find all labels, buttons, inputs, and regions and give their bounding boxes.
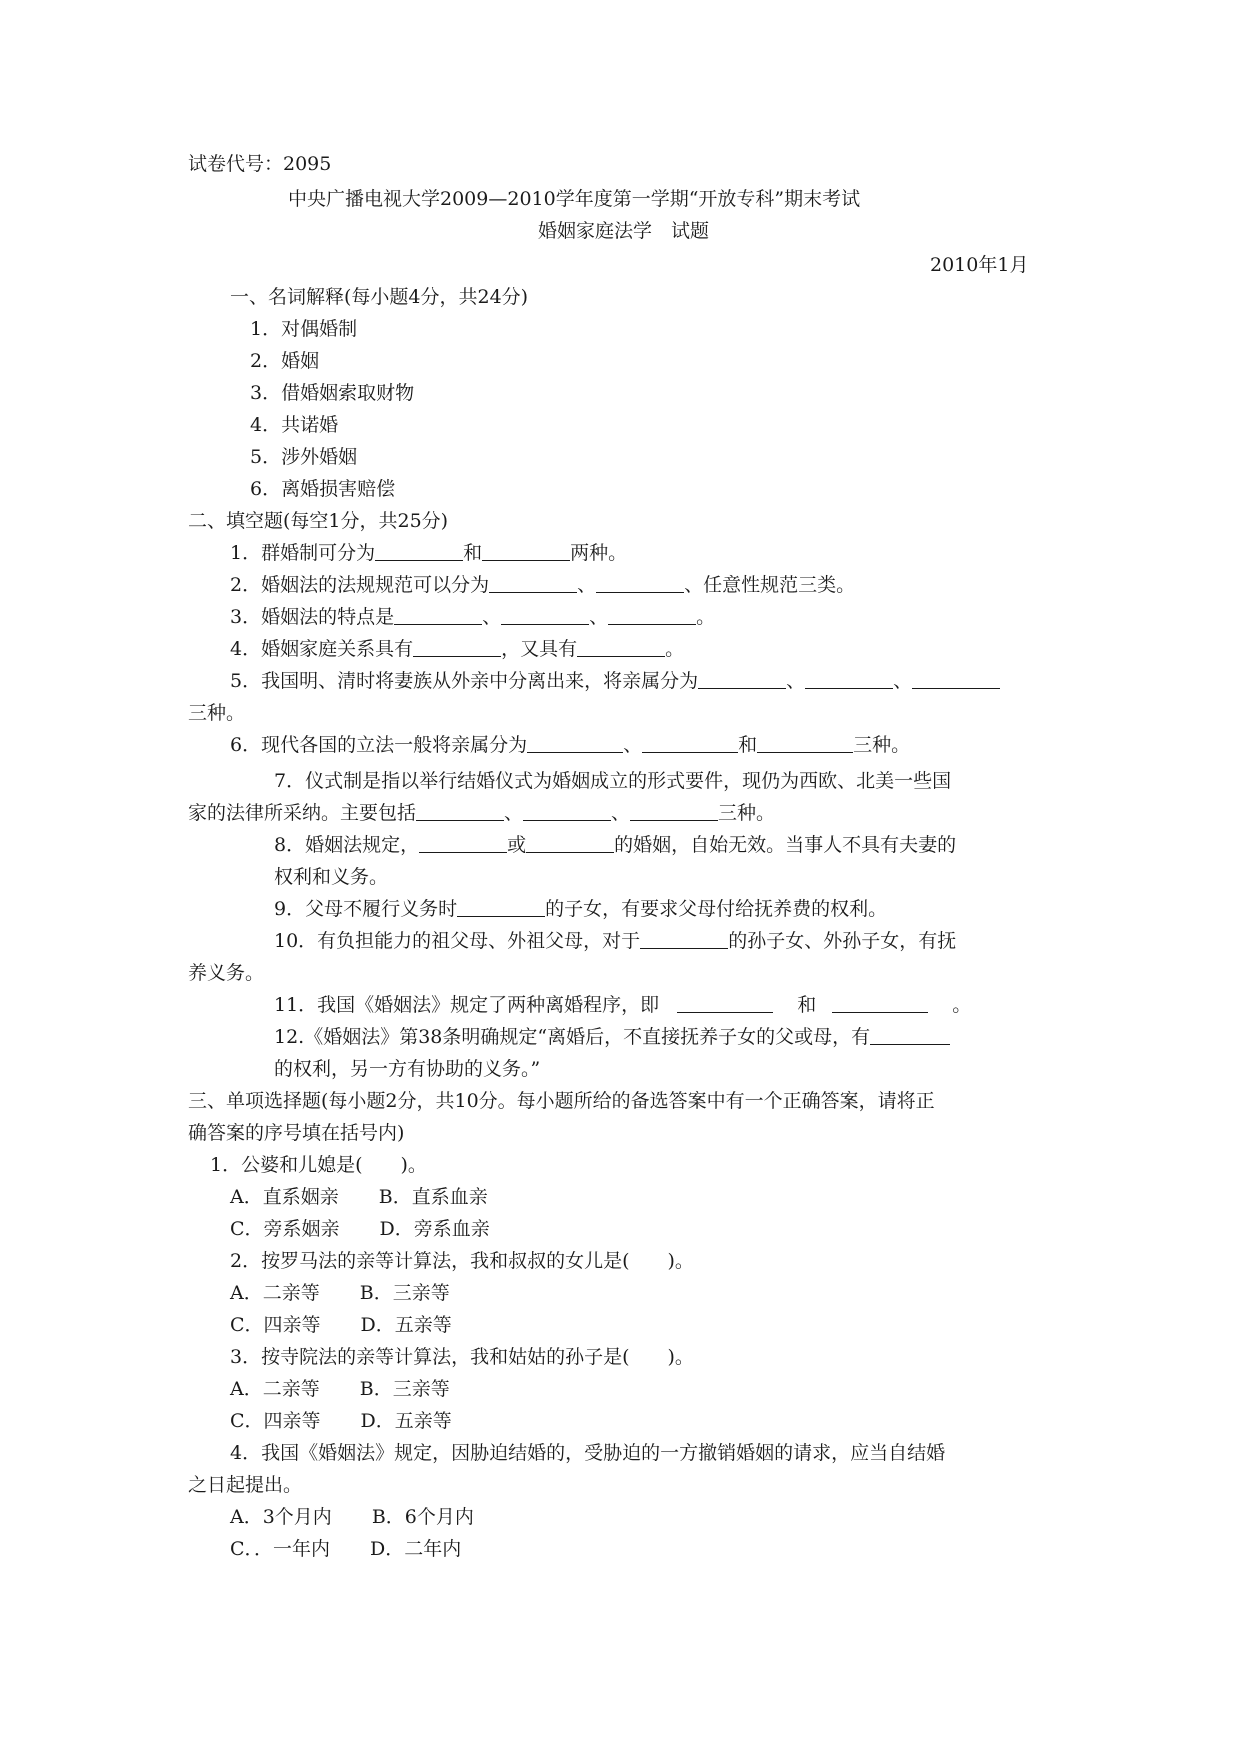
term-item: 5．涉外婚姻 (250, 446, 358, 468)
fill-question-continued: 家的法律所采纳。主要包括 、 、 三种。 (188, 802, 776, 824)
answer-blank[interactable] (608, 604, 696, 625)
answer-blank[interactable] (757, 732, 853, 753)
paper-code: 试卷代号：2095 (188, 153, 332, 175)
exam-date: 2010年1月 (930, 254, 1029, 276)
answer-blank[interactable] (416, 800, 504, 821)
fill-question: 10．有负担能力的祖父母、外祖父母，对于 的孙子女、外孙子女，有抚 (274, 930, 957, 952)
choice-question-continued: 之日起提出。 (188, 1474, 303, 1496)
choice-options: A．直系姻亲 B．直系血亲 (230, 1186, 488, 1208)
term-item: 1．对偶婚制 (250, 318, 358, 340)
fill-question: 6．现代各国的立法一般将亲属分为 、 和 三种。 (230, 734, 911, 756)
choice-options: C．旁系姻亲 D．旁系血亲 (230, 1218, 490, 1240)
choice-question: 3．按寺院法的亲等计算法，我和姑姑的孙子是( )。 (230, 1346, 694, 1368)
answer-blank[interactable] (375, 540, 463, 561)
section-2-heading: 二、填空题(每空1分，共25分) (188, 510, 449, 532)
fill-question: 11．我国《婚姻法》规定了两种离婚程序，即 和 。 (274, 994, 972, 1016)
fill-question: 8．婚姻法规定， 或 的婚姻，自始无效。当事人不具有夫妻的 (274, 834, 957, 856)
answer-blank[interactable] (698, 668, 786, 689)
choice-question: 1．公婆和儿媳是( )。 (210, 1154, 427, 1176)
choice-options: A．二亲等 B．三亲等 (230, 1378, 450, 1400)
choice-options: C．．一年内 D．二年内 (230, 1538, 462, 1560)
section-3-heading: 三、单项选择题(每小题2分，共10分。每小题所给的备选答案中有一个正确答案，请将正 (188, 1090, 935, 1112)
term-item: 4．共诺婚 (250, 414, 339, 436)
answer-blank[interactable] (526, 832, 614, 853)
exam-title: 中央广播电视大学2009—2010学年度第一学期“开放专科”期末考试 (288, 188, 861, 210)
fill-question-continued: 三种。 (188, 702, 246, 724)
fill-question-continued: 养义务。 (188, 962, 265, 984)
fill-question: 4．婚姻家庭关系具有 ，又具有 。 (230, 638, 685, 660)
answer-blank[interactable] (523, 800, 611, 821)
fill-question-continued: 的权利，另一方有协助的义务。” (274, 1058, 541, 1080)
fill-question: 12.《婚姻法》第38条明确规定“离婚后，不直接抚养子女的父或母，有 (274, 1022, 950, 1052)
answer-blank[interactable] (527, 732, 623, 753)
answer-blank[interactable] (482, 540, 570, 561)
answer-blank[interactable] (640, 928, 728, 949)
term-item: 3．借婚姻索取财物 (250, 382, 415, 404)
choice-question: 2．按罗马法的亲等计算法，我和叔叔的女儿是( )。 (230, 1250, 694, 1272)
answer-blank[interactable] (501, 604, 589, 625)
fill-question: 2．婚姻法的法规规范可以分为 、 、任意性规范三类。 (230, 574, 856, 596)
section-1-heading: 一、名词解释(每小题4分，共24分) (230, 286, 529, 308)
answer-blank[interactable] (832, 992, 928, 1013)
answer-blank[interactable] (457, 896, 545, 917)
answer-blank[interactable] (912, 668, 1000, 689)
fill-question: 9．父母不履行义务时 的子女，有要求父母付给抚养费的权利。 (274, 898, 888, 920)
fill-question-continued: 权利和义务。 (274, 866, 389, 888)
answer-blank[interactable] (677, 992, 773, 1013)
answer-blank[interactable] (805, 668, 893, 689)
choice-question: 4．我国《婚姻法》规定，因胁迫结婚的，受胁迫的一方撤销婚姻的请求，应当自结婚 (230, 1442, 946, 1464)
choice-options: A．3个月内 B．6个月内 (230, 1506, 474, 1528)
answer-blank[interactable] (642, 732, 738, 753)
choice-options: C．四亲等 D．五亲等 (230, 1314, 452, 1336)
answer-blank[interactable] (413, 636, 501, 657)
fill-question: 3．婚姻法的特点是 、 、 。 (230, 606, 716, 628)
answer-blank[interactable] (630, 800, 718, 821)
fill-question: 1．群婚制可分为 和 两种。 (230, 542, 628, 564)
choice-options: C．四亲等 D．五亲等 (230, 1410, 452, 1432)
fill-question: 5．我国明、清时将妻族从外亲中分离出来，将亲属分为 、 、 (230, 666, 1000, 696)
choice-options: A．二亲等 B．三亲等 (230, 1282, 450, 1304)
answer-blank[interactable] (419, 832, 507, 853)
exam-subject: 婚姻家庭法学 试题 (538, 220, 710, 242)
answer-blank[interactable] (394, 604, 482, 625)
term-item: 6．离婚损害赔偿 (250, 478, 396, 500)
fill-question: 7．仪式制是指以举行结婚仪式为婚姻成立的形式要件，现仍为西欧、北美一些国 (274, 770, 952, 792)
answer-blank[interactable] (577, 636, 665, 657)
answer-blank[interactable] (870, 1024, 950, 1045)
section-3-heading-continued: 确答案的序号填在括号内) (188, 1122, 405, 1144)
answer-blank[interactable] (596, 572, 684, 593)
answer-blank[interactable] (489, 572, 577, 593)
term-item: 2．婚姻 (250, 350, 320, 372)
